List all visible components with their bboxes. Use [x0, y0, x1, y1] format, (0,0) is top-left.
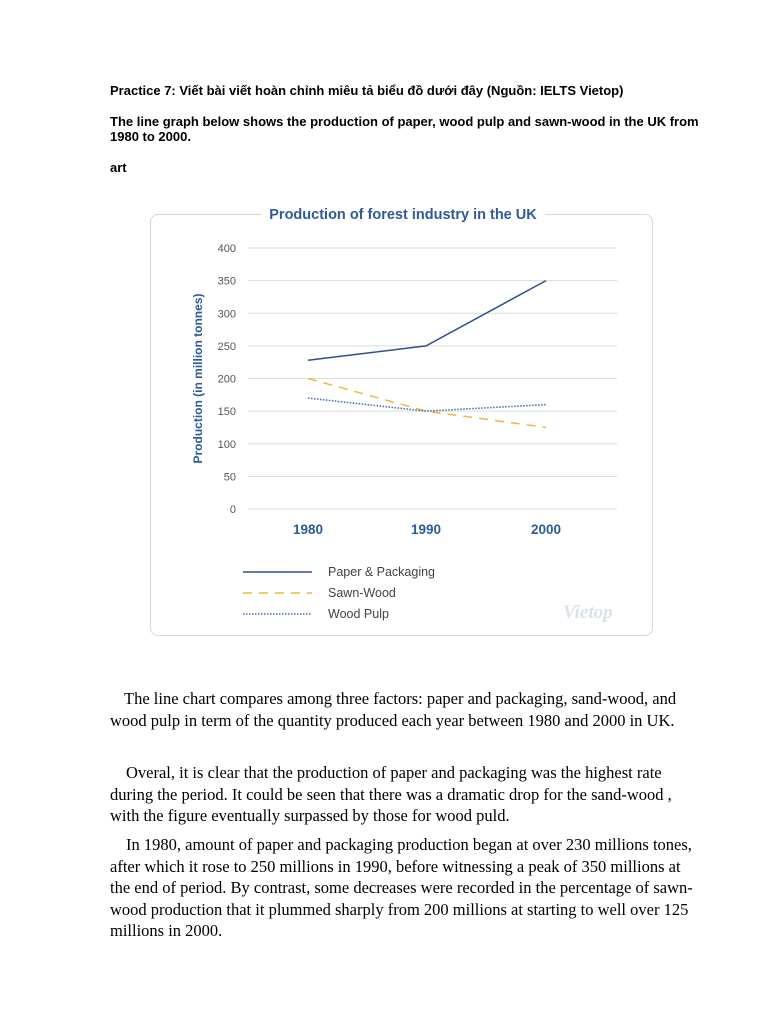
essay-paragraph-2: Overal, it is clear that the production of paper and packaging was the highest rate during the period. It could be seen that there was a dramatic drop for the sand-wood , with the figure eventually surpassed by those for wood puld. [110, 763, 672, 825]
series-line-sawn-wood [308, 379, 546, 428]
legend-label: Sawn-Wood [328, 586, 396, 600]
x-tick-label: 1990 [410, 522, 442, 537]
series-line-paper-packaging [308, 281, 546, 361]
chart-title: Production of forest industry in the UK [269, 207, 537, 223]
y-tick-label: 150 [217, 406, 236, 419]
y-tick-label: 350 [217, 275, 236, 288]
watermark-logo: Vietop [563, 602, 613, 623]
x-tick-label: 1980 [292, 522, 324, 537]
section-label: art [110, 160, 127, 175]
y-axis-label: Production (in million tonnes) [191, 293, 205, 464]
y-tick-label: 50 [223, 471, 236, 484]
practice-heading: Practice 7: Viết bài viết hoàn chỉnh miêu tả biểu đồ dưới đây (Nguồn: IELTS Vietop) [110, 83, 624, 98]
line-chart [151, 207, 654, 637]
y-tick-label: 250 [217, 340, 236, 353]
essay-paragraph-1: The line chart compares among three factors: paper and packaging, sand-wood, and wood pulp in term of the quantity produced each year between 1980 and 2000 in UK. [110, 689, 677, 730]
legend-label: Wood Pulp [328, 607, 389, 621]
y-tick-label: 200 [217, 373, 236, 386]
x-tick-label: 2000 [530, 522, 562, 537]
y-tick-label: 400 [217, 243, 236, 255]
y-tick-label: 300 [217, 308, 236, 321]
y-tick-label: 100 [217, 438, 236, 451]
chart-container [150, 207, 653, 636]
task-prompt: The line graph below shows the production of paper, wood pulp and sawn-wood in the UK from 1980 to 2000. [110, 114, 699, 144]
series-line-wood-pulp [308, 398, 546, 411]
y-tick-label: 0 [229, 504, 236, 516]
essay-paragraph-3: In 1980, amount of paper and packaging production began at over 230 millions tones, after which it rose to 250 millions in 1990, before witnessing a peak of 350 millions at the end of period. By contrast, some decreases were recorded in the percentage of sawn-wood production that it plummed sharply from 200 millions at starting to well over 125 millions in 2000. [110, 835, 693, 940]
legend-label: Paper & Packaging [328, 565, 436, 579]
